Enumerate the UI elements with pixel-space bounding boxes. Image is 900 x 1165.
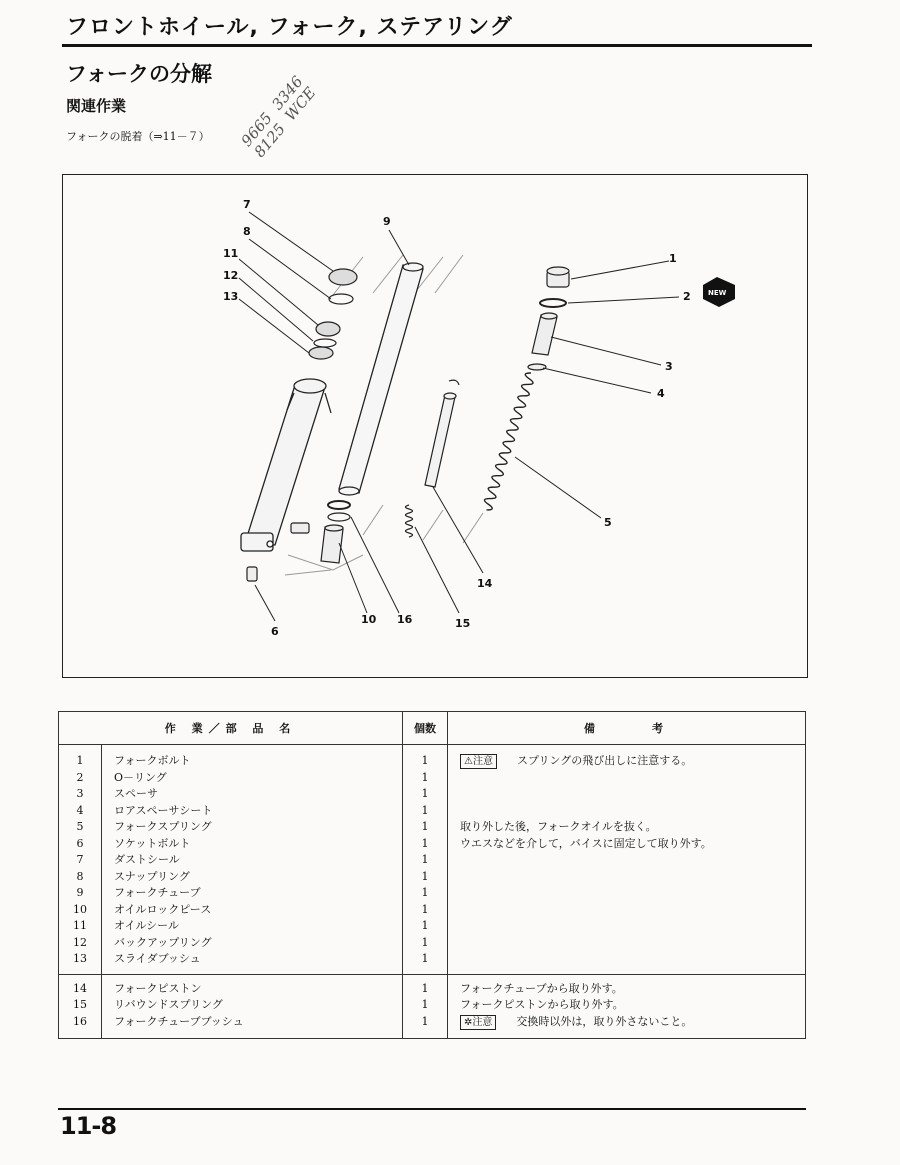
- header-qty: 個数: [403, 712, 448, 745]
- callout-11: 11: [223, 247, 239, 260]
- callout-3: 3: [665, 360, 673, 373]
- callout-12: 12: [223, 269, 239, 282]
- caution-text: スプリングの飛び出しに注意する。: [516, 754, 693, 767]
- caution-text: 交換時以外は，取り外さないこと。: [516, 1014, 693, 1028]
- parts-table: [58, 711, 806, 1039]
- new-part-badge: [703, 277, 735, 307]
- snap-ring: [329, 294, 353, 304]
- part-names: フォークボルト O－リング スペーサ ロアスペーサシート フォークスプリング ソケットボルト ダストシール スナップリング フォークチューブ オイルロックピース オイルシール バックアップリング スライダブッシュ: [102, 745, 403, 975]
- remark-fork-piston: フォークチューブから取り外す。: [460, 981, 623, 995]
- fork-tube: [339, 263, 423, 495]
- part-numbers: 1 2 3 4 5 6 7 8 9 10 11 12 13: [59, 745, 102, 975]
- socket-bolt: [247, 567, 257, 581]
- backup-ring: [314, 339, 336, 347]
- fork-tube-bush: [328, 501, 350, 509]
- callout-2: 2: [683, 290, 691, 303]
- callout-7: 7: [243, 198, 251, 211]
- exploded-diagram: [62, 174, 808, 678]
- fork-piston: [425, 380, 459, 487]
- table-group: [59, 745, 806, 975]
- caution-tag: ⚠注意: [460, 754, 497, 769]
- slider-bush: [309, 347, 333, 359]
- reference-link[interactable]: フォークの脱着（⇒11－７）: [66, 130, 210, 143]
- callout-8: 8: [243, 225, 251, 238]
- caution-tag: ✲注意: [460, 1015, 496, 1030]
- fork-slider: [241, 379, 331, 551]
- spacer: [532, 315, 557, 355]
- oil-seal: [316, 322, 340, 336]
- callout-10: 10: [361, 613, 377, 626]
- related-work-heading: 関連作業: [66, 97, 127, 115]
- callout-4: 4: [657, 387, 665, 400]
- o-ring: [540, 299, 566, 307]
- header-rule: [62, 44, 812, 47]
- remark-socket-bolt: ウエスなどを介して，バイスに固定して取り外す。: [460, 836, 712, 850]
- part-names: フォークピストン リバウンドスプリング フォークチューブブッシュ: [102, 974, 403, 1039]
- handwritten-note: 9665 3346 8125 WCE: [237, 72, 320, 161]
- callout-6: 6: [271, 625, 279, 638]
- remark-fork-spring: 取り外した後，フォークオイルを抜く。: [460, 820, 657, 833]
- part-remarks: [448, 974, 806, 1039]
- lower-spacer-seat: [528, 364, 546, 370]
- page-title: フォークの分解: [66, 62, 212, 86]
- dust-seal: [329, 269, 357, 285]
- header-part-name: 作 業／部 品 名: [59, 712, 403, 745]
- remark-rebound-spring: フォークピストンから取り外す。: [460, 998, 624, 1011]
- page-number: 11-8: [60, 1112, 117, 1140]
- part-numbers: 14 15 16: [59, 974, 102, 1039]
- part-quantities: 1 1 1 1 1 1 1 1 1 1 1 1 1: [403, 745, 448, 975]
- table-group: [59, 974, 806, 1039]
- rebound-spring: [406, 505, 413, 537]
- svg-text:NEW: NEW: [708, 289, 727, 297]
- section-title: フロントホイール, フォーク, ステアリング: [66, 15, 513, 40]
- fork-spring: [482, 371, 536, 511]
- header-remarks: 備 考: [448, 712, 806, 745]
- callout-16: 16: [397, 613, 413, 626]
- callout-1: 1: [669, 252, 677, 265]
- part-quantities: 1 1 1: [403, 974, 448, 1039]
- callout-15: 15: [455, 617, 471, 630]
- callout-14: 14: [477, 577, 493, 590]
- callout-9: 9: [383, 215, 391, 228]
- part-remarks: [448, 745, 806, 975]
- callout-13: 13: [223, 290, 239, 303]
- footer-rule: [58, 1108, 806, 1110]
- callout-5: 5: [604, 516, 612, 529]
